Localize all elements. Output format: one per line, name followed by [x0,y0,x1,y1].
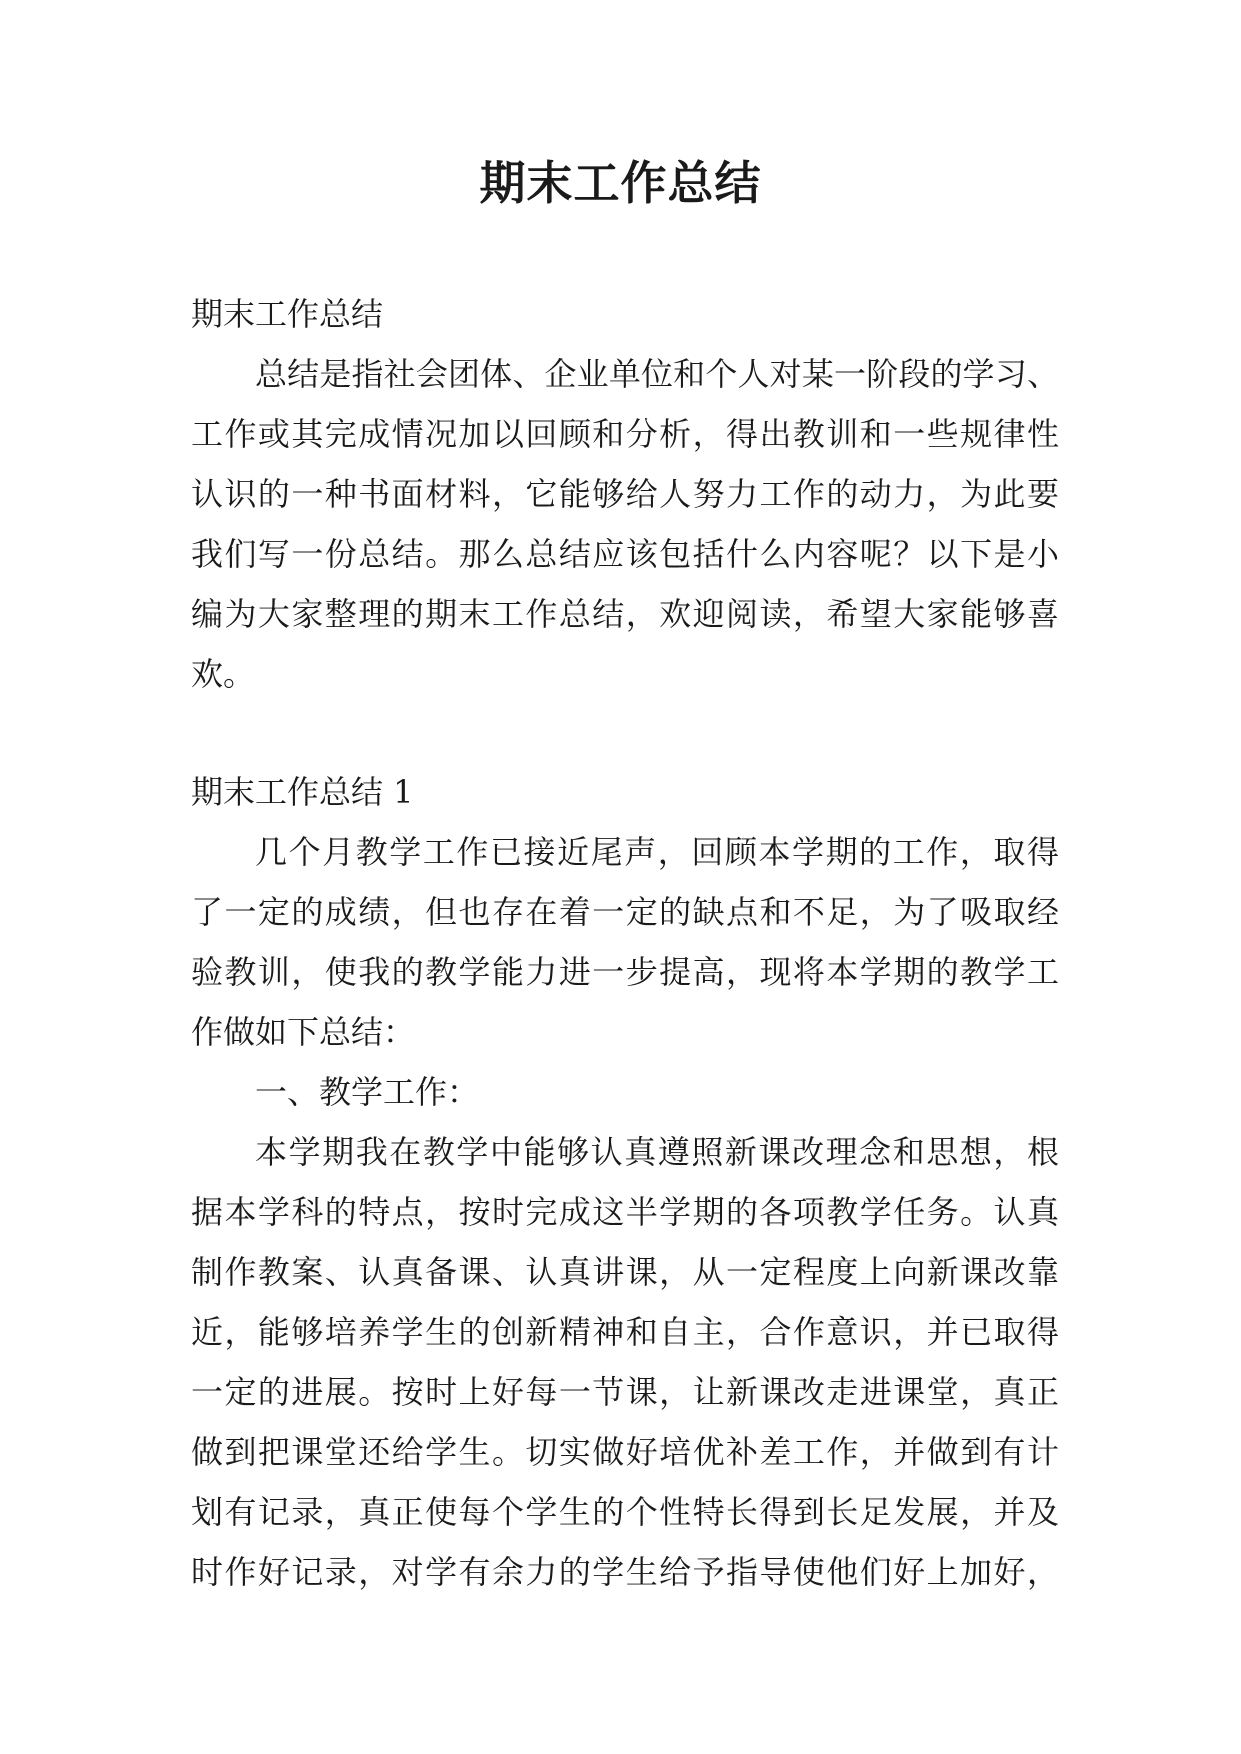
paragraph-line: 制作教案、认真备课、认真讲课，从一定程度上向新课改靠 [191,1253,1059,1291]
paragraph-line: 认识的一种书面材料，它能够给人努力工作的动力，为此要 [191,475,1059,513]
paragraph-line: 据本学科的特点，按时完成这半学期的各项教学任务。认真 [191,1193,1059,1231]
intro-paragraph [191,344,1059,704]
paragraph-line: 划有记录，真正使每个学生的个性特长得到长足发展，并及 [191,1493,1059,1531]
paragraph-line: 验教训，使我的教学能力进一步提高，现将本学期的教学工 [191,953,1059,991]
paragraph-line: 我们写一份总结。那么总结应该包括什么内容呢？以下是小 [191,535,1059,573]
subsection-heading: 一、教学工作： [255,1073,480,1111]
paragraph-line: 了一定的成绩，但也存在着一定的缺点和不足，为了吸取经 [191,893,1059,931]
paragraph-line: 近，能够培养学生的创新精神和自主，合作意识，并已取得 [191,1313,1059,1351]
paragraph-line: 工作或其完成情况加以回顾和分析，得出教训和一些规律性 [191,415,1059,453]
section-heading: 期末工作总结 [191,295,384,333]
paragraph-line: 几个月教学工作已接近尾声，回顾本学期的工作，取得 [255,833,1059,871]
paragraph-line: 欢。 [191,655,256,693]
spacer [191,704,1059,762]
paragraph [191,822,1059,1062]
paragraph-line: 编为大家整理的期末工作总结，欢迎阅读，希望大家能够喜 [191,595,1059,633]
paragraph-line: 时作好记录，对学有余力的学生给予指导使他们好上加好， [191,1553,1059,1591]
document-title: 期末工作总结 [479,156,762,210]
paragraph-line: 本学期我在教学中能够认真遵照新课改理念和思想，根 [255,1133,1059,1171]
paragraph-line: 总结是指社会团体、企业单位和个人对某一阶段的学习、 [255,355,1059,393]
paragraph-line: 一定的进展。按时上好每一节课，让新课改走进课堂，真正 [191,1373,1059,1411]
paragraph-line: 作做如下总结： [191,1013,416,1051]
document-body [191,284,1059,1602]
section-heading: 期末工作总结 1 [191,773,414,811]
paragraph-line: 做到把课堂还给学生。切实做好培优补差工作，并做到有计 [191,1433,1059,1471]
paragraph [191,1122,1059,1602]
